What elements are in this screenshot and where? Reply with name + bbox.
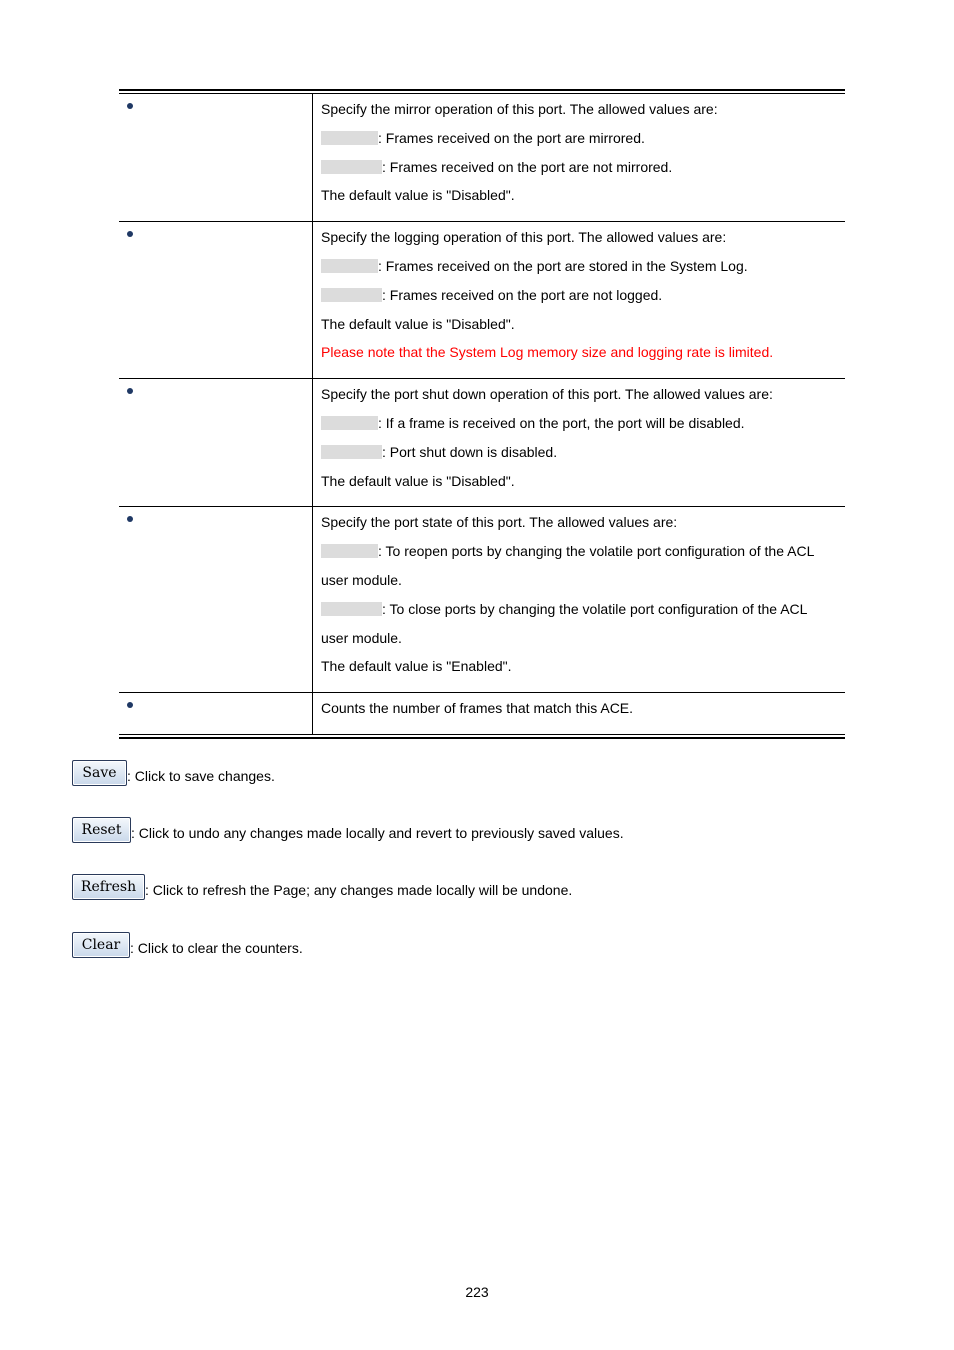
table-row xyxy=(119,693,845,734)
parameter-name-cell xyxy=(119,94,313,221)
description-line xyxy=(321,473,845,502)
description-line xyxy=(321,344,845,373)
parameter-description-cell xyxy=(313,507,845,692)
refresh-description: : Click to refresh the Page; any changes made locally will be undone. xyxy=(145,882,573,898)
description-line xyxy=(321,159,845,188)
table-row xyxy=(119,222,845,379)
description-line xyxy=(321,601,845,630)
page-number: 223 xyxy=(465,1284,489,1300)
description-line xyxy=(321,630,845,659)
clear-description: : Click to clear the counters. xyxy=(130,940,303,956)
description-line xyxy=(321,229,845,258)
value-highlight xyxy=(321,288,382,302)
bullet-icon xyxy=(127,231,133,237)
parameter-name-cell xyxy=(119,379,313,506)
description-text: The default value is "Enabled". xyxy=(321,658,512,675)
bullet-icon xyxy=(127,516,133,522)
description-line xyxy=(321,316,845,345)
description-text: Specify the logging operation of this port. The allowed values are: xyxy=(321,229,727,246)
description-text: Specify the mirror operation of this port. The allowed values are: xyxy=(321,101,718,117)
save-help-line xyxy=(72,760,275,790)
description-text: user module. xyxy=(321,629,402,646)
description-line xyxy=(321,386,845,415)
value-highlight xyxy=(321,416,378,430)
clear-help-line xyxy=(72,932,303,962)
table-row xyxy=(119,379,845,507)
bullet-icon xyxy=(127,388,133,394)
description-text: Specify the port shut down operation of this port. The allowed values are: xyxy=(321,386,773,403)
value-highlight xyxy=(321,259,378,273)
description-text: : Port shut down is disabled. xyxy=(382,443,558,460)
parameter-table xyxy=(119,89,845,739)
description-line xyxy=(321,287,845,316)
description-line xyxy=(321,101,845,130)
parameter-description-cell xyxy=(313,379,845,506)
description-line xyxy=(321,514,845,543)
value-highlight xyxy=(321,602,382,616)
table-bottom-rule xyxy=(119,737,845,739)
reset-help-line xyxy=(72,817,624,847)
description-text: Please note that the System Log memory size and logging rate is limited. xyxy=(321,344,774,361)
description-line xyxy=(321,543,845,572)
description-text: : Frames received on the port are not mirrored. xyxy=(382,158,673,175)
value-highlight xyxy=(321,160,382,174)
description-text: Specify the port state of this port. The allowed values are: xyxy=(321,514,678,531)
description-text: : Frames received on the port are not logged. xyxy=(382,286,663,303)
description-line xyxy=(321,258,845,287)
description-line xyxy=(321,658,845,687)
bullet-icon xyxy=(127,103,133,109)
clear-button[interactable]: Clear xyxy=(72,932,130,958)
parameter-name-cell xyxy=(119,693,313,734)
description-text: : If a frame is received on the port, the port will be disabled. xyxy=(378,414,745,431)
parameter-description-cell xyxy=(313,222,845,378)
save-button[interactable]: Save xyxy=(72,760,127,786)
reset-button[interactable]: Reset xyxy=(72,817,131,843)
refresh-help-line xyxy=(72,874,572,904)
description-text: Counts the number of frames that match this ACE. xyxy=(321,700,634,717)
table-rows xyxy=(119,94,845,734)
value-highlight xyxy=(321,544,378,558)
parameter-name-cell xyxy=(119,507,313,692)
reset-description: : Click to undo any changes made locally and revert to previously saved values. xyxy=(131,825,624,841)
description-text: : To close ports by changing the volatile port configuration of the ACL xyxy=(382,600,808,617)
table-top-rule xyxy=(119,89,845,91)
description-text: : Frames received on the port are mirrored. xyxy=(378,129,645,146)
description-text: : Frames received on the port are stored in the System Log. xyxy=(378,257,748,274)
description-text: The default value is "Disabled". xyxy=(321,315,515,332)
parameter-description-cell xyxy=(313,94,845,221)
description-line xyxy=(321,700,845,729)
description-line xyxy=(321,187,845,216)
table-row xyxy=(119,94,845,222)
refresh-button[interactable]: Refresh xyxy=(72,874,145,900)
bullet-icon xyxy=(127,702,133,708)
value-highlight xyxy=(321,445,382,459)
description-line xyxy=(321,130,845,159)
value-highlight xyxy=(321,131,378,145)
save-description: : Click to save changes. xyxy=(127,768,275,784)
table-row xyxy=(119,507,845,693)
description-text: The default value is "Disabled". xyxy=(321,472,515,489)
description-text: : To reopen ports by changing the volatile port configuration of the ACL xyxy=(378,543,815,560)
parameter-name-cell xyxy=(119,222,313,378)
description-line xyxy=(321,415,845,444)
description-line xyxy=(321,572,845,601)
description-line xyxy=(321,444,845,473)
table-bottom-rule-thin xyxy=(119,734,845,735)
parameter-description-cell xyxy=(313,693,845,734)
description-text: The default value is "Disabled". xyxy=(321,187,515,204)
description-text: user module. xyxy=(321,571,402,588)
